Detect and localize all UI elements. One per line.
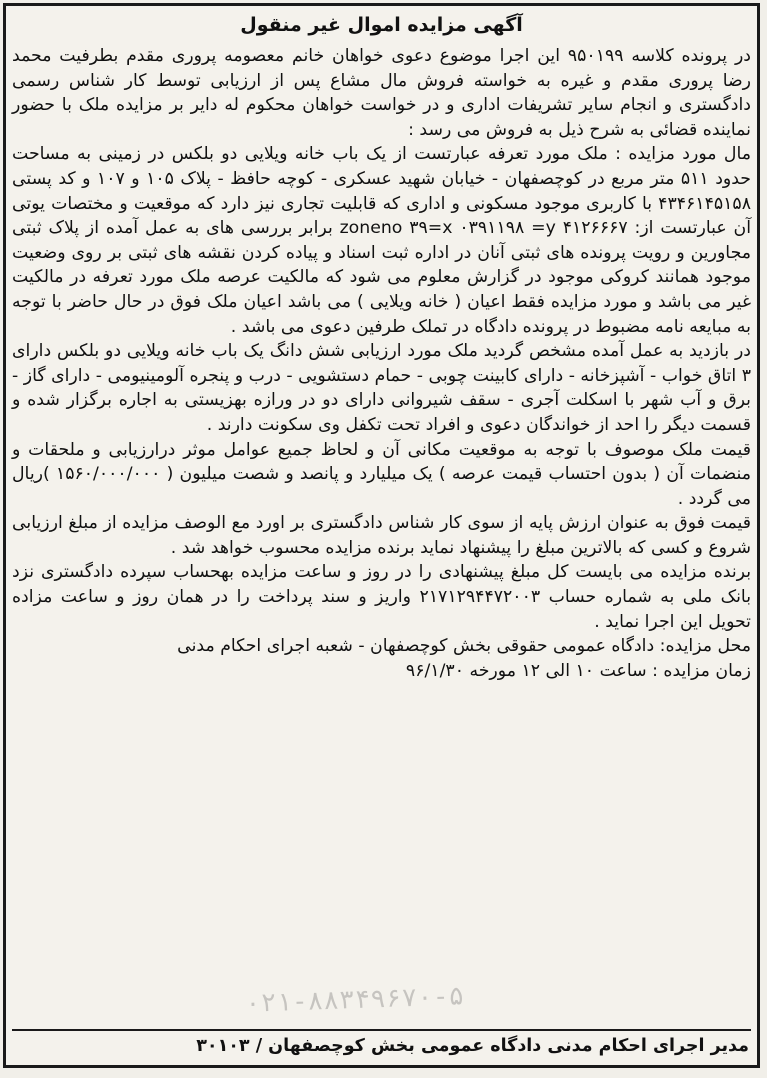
- payment-paragraph: برنده مزایده می بایست کل مبلغ پیشنهادی را در روز و ساعت مزایده بهحساب سپرده دادگستری نزد بانک ملی به شماره حساب ۲۱۷۱۲۹۴۴۷۲۰۰۳ واریز و سند پرداخت را در همان روز و ساعت مزاده تحویل این اجرا نماید .: [12, 562, 751, 632]
- auction-time: زمان مزایده : ساعت ۱۰ الی ۱۲ مورخه ۹۶/۱/۳۰: [405, 660, 751, 681]
- intro-paragraph: در پرونده کلاسه ۹۵۰۱۹۹ این اجرا موضوع دعوی خواهان خانم معصومه پروری مقدم بطرفیت محمد رضا پروری مقدم و غیره به خواسته فروش مال مشاع پس از ارزیابی توسط کار شناس رسمی دادگستری و انجام سایر تشریفات اداری و در خواست خواهان محکوم له دایر بر مزایده ملک با حضور نماینده قضائی به شرح ذیل به فروش می رسد :: [12, 46, 751, 140]
- notice-signature: مدیر اجرای احکام مدنی دادگاه عمومی بخش کوچصفهان / ۳۰۱۰۳: [12, 1029, 751, 1061]
- phone-watermark: ۰۲۱-۸۸۳۴۹۶۷۰-۵: [244, 981, 465, 1019]
- base-price-paragraph: قیمت فوق به عنوان ارزش پایه از سوی کار شناس دادگستری بر اورد مع الوصف مزایده از مبلغ ارزیابی شروع و کسی که بالاترین مبلغ را پیشنهاد نماید برنده مزایده محسوب خواهد شد .: [12, 513, 751, 558]
- notice-body: [12, 10, 751, 1061]
- inspection-paragraph: در بازدید به عمل آمده مشخص گردید ملک مورد ارزیابی شش دانگ یک باب خانه ویلایی دو بلکس دارای ۳ اتاق خواب - آشپزخانه - دارای کابینت چوبی - حمام دستشویی - درب و پنجره آلومینیومی - دارای گاز - برق و آب شهر با اسکلت آجری - سقف شیروانی دارای دو در ورازه بهزیستی به اجاره برگزار شده و قسمت دیگر را احد از خواندگان دعوی و افراد تحت تکفل وی سکونت دارند .: [12, 341, 751, 435]
- notice-title: آگهی مزایده اموال غیر منقول: [240, 14, 523, 36]
- property-description-paragraph: مال مورد مزایده : ملک مورد تعرفه عبارتست از یک باب خانه ویلایی دو بلکس در زمینی به مساحت حدود ۵۱۱ متر مربع در کوچصفهان - خیابان شهید عسکری - کوچه حافظ - پلاک ۱۰۵ و ۱۰۷ و کد پستی ۴۳۴۶۱۴۵۱۵۸ با کاربری موجود مسکونی و اداری که قابلیت تجاری نیز دارد که موقعیت و مختصات یوتی آن عبارتست از: zoneno ۳۹=x ۰۳۹۱۱۹۸ =y ۴۱۲۶۶۶۷ برابر بررسی های به عمل آمده از پلاک ثبتی مجاورین و رویت پرونده های ثبتی آنان در اداره ثبت اسناد و پیاده کردن نقشه های ثبتی بر روی وضعیت موجود همانند کروکی موجود در گزارش معلوم می شود که مالکیت عرصه ملک مورد تعرفه در مالکیت غیر می باشد و مورد مزایده فقط اعیان ( خانه ویلایی ) می باشد اعیان ملک فوق در حال حاضر با توجه به مبایعه نامه مضبوط در پرونده دادگاه در تملک طرفین دعوی می باشد .: [12, 144, 751, 337]
- price-paragraph: قیمت ملک موصوف با توجه به موقعیت مکانی آن و لحاظ جمیع عوامل موثر درارزیابی و ملحقات و منضمات آن ( بدون احتساب قیمت عرصه ) یک میلیارد و پانصد و شصت میلیون ( ۱۵۶۰/۰۰۰/۰۰۰ )ریال می گردد .: [12, 439, 751, 509]
- auction-notice: [3, 3, 760, 1068]
- auction-location: محل مزایده: دادگاه عمومی حقوقی بخش کوچصفهان - شعبه اجرای احکام مدنی: [177, 636, 751, 657]
